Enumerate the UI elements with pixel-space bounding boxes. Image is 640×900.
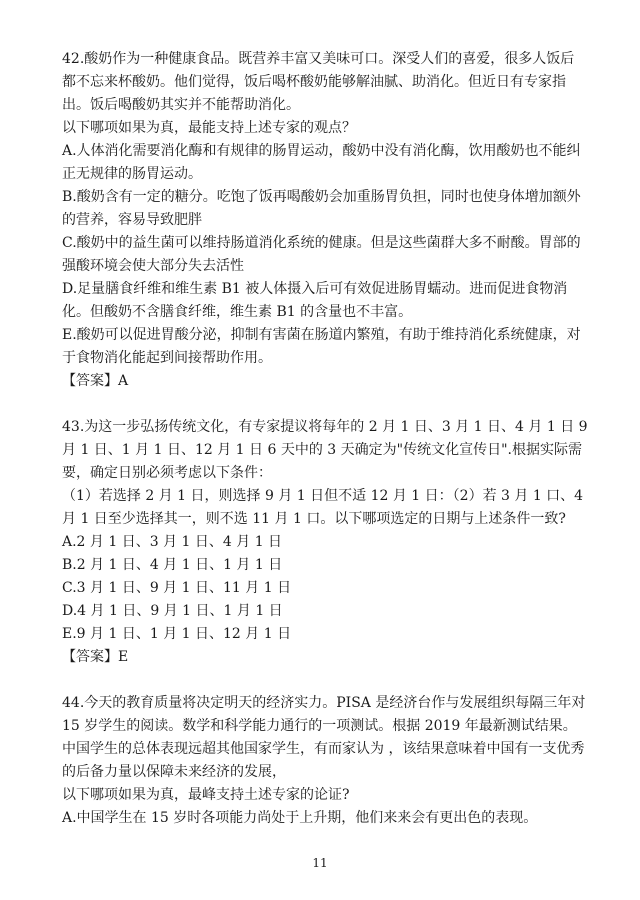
question-prompt: 以下哪项如果为真，最能支持上述专家的观点？ — [62, 120, 356, 136]
option-d: D.4 月 1 日、9 月 1 日、1 月 1 日 — [62, 603, 283, 619]
spacer — [62, 393, 588, 416]
answer-label: 【答案】A — [62, 373, 129, 389]
page-number: 11 — [312, 856, 328, 870]
question-44 — [62, 692, 588, 830]
option-c: C.酸奶中的益生菌可以维持肠道消化系统的健康。但是这些菌群大多不耐酸。胃部的强酸环境会使大部分失去活性 — [62, 235, 581, 274]
option-b: B.酸奶含有一定的糖分。吃饱了饭再喝酸奶会加重肠胃负担，同时也使身体增加额外的营养，容易导致肥胖 — [62, 189, 581, 228]
option-b: B.2 月 1 日、4 月 1 日、1 月 1 日 — [62, 557, 283, 573]
question-prompt: 以下哪项如果为真，最峰支持土述专家的论证? — [62, 787, 350, 803]
question-stem: 42.酸奶作为一种健康食品。既营养丰富又美味可口。深受人们的喜爱，很多人饭后都不忘来杯酸奶。他们觉得，饭后喝杯酸奶能够解油腻、助消化。但近日有专家指出。饭后喝酸奶其实并不能帮助消化。 — [62, 51, 575, 113]
option-e: E.9 月 1 日、1 月 1 日、12 月 1 日 — [62, 626, 292, 642]
question-43 — [62, 416, 588, 669]
option-c: C.3 月 1 日、9 月 1 日、11 月 1 日 — [62, 580, 292, 596]
document-page — [62, 48, 588, 830]
option-e: E.酸奶可以促进胃酸分泌，抑制有害菌在肠道内繁殖，有助于维持消化系统健康，对于食物消化能起到间接帮助作用。 — [62, 327, 581, 366]
question-stem: 43.为这一步弘扬传统文化，有专家提议将每年的 2 月 1 日、3 月 1 日、4 月 1 日 9 月 1 日、1 月 1 日、12 月 1 日 6 天中的 3 天确定为"传统文化宣传日".根据实际需要，确定日别必须考虑以下条件： — [62, 419, 588, 481]
question-stem: 44.今天的教育质量将决定明天的经济实力。PISA 是经济台作与发展组织每隔三年对 15 岁学生的阅读。数学和科学能力通行的一项测试。根据 2019 年最新测试结果。中国学生的总体表现远超其他国家学生，有而家认为 ，该结果意味着中国有一支优秀的后备力量以保障未来经济的发展， — [62, 695, 586, 780]
option-a: A.人体消化需要消化酶和有规律的肠胃运动，酸奶中没有消化酶，饮用酸奶也不能纠正无规律的肠胃运动。 — [62, 143, 581, 182]
option-a: A.中国学生在 15 岁时各项能力尚处于上升期，他们来来会有更出色的表现。 — [62, 810, 538, 826]
spacer — [62, 669, 588, 692]
question-prompt: （1）若选择 2 月 1 日，则选择 9 月 1 日但不适 12 月 1 日：（2）若 3 月 1 口、4 月 1 日至少选择其一，则不选 11 月 1 口。以下哪项选定的日期与上述条件一致? — [62, 488, 584, 527]
answer-label: 【答案】E — [62, 649, 129, 665]
option-a: A.2 月 1 日、3 月 1 日、4 月 1 日 — [62, 534, 283, 550]
question-42 — [62, 48, 588, 393]
option-d: D.足量膳食纤维和维生素 B1 被人体摄入后可有效促进肠胃蠕动。进而促进食物消化。但酸奶不含膳食纤维，维生素 B1 的含量也不丰富。 — [62, 281, 568, 320]
